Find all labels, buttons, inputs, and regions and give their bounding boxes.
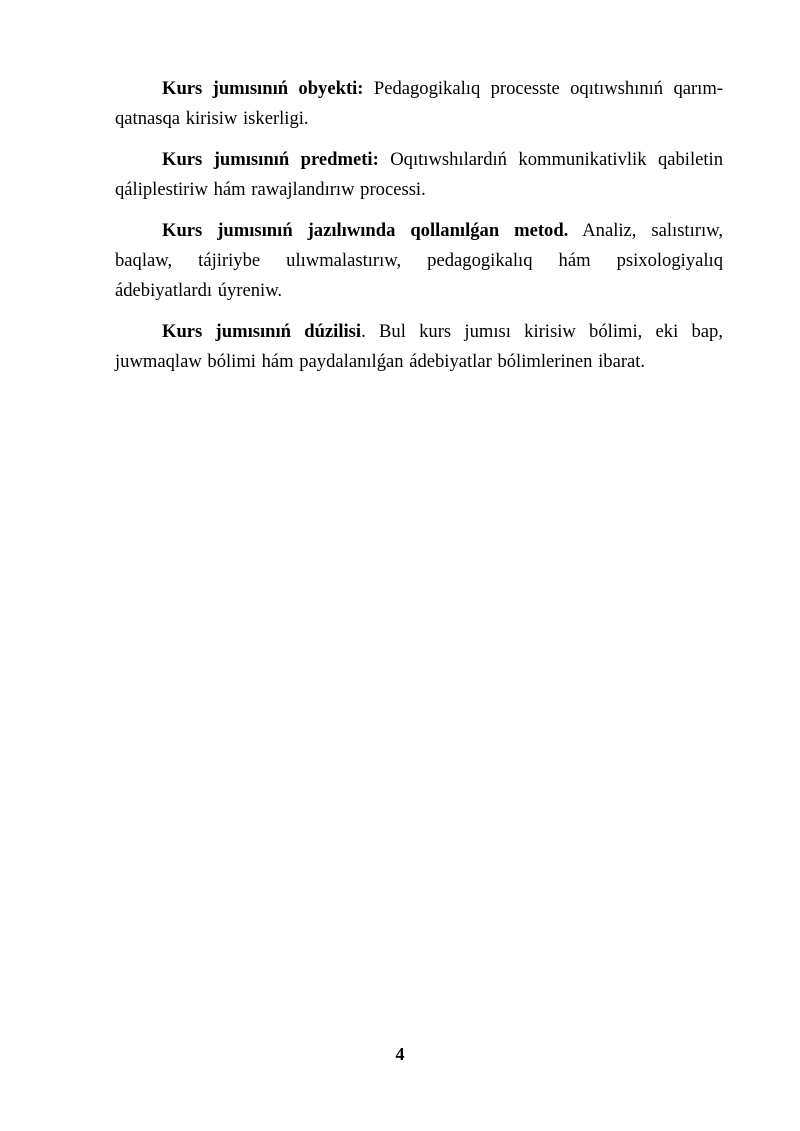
page-body	[115, 74, 723, 388]
paragraph-text: Oqıtıwshılardıń kommunikativlik qabiletin qáliplestiriw hám rawajlandırıw processi.	[115, 149, 724, 200]
paragraph-object	[115, 74, 723, 134]
paragraph-structure	[115, 317, 723, 377]
paragraph-heading: Kurs jumısınıń dúzilisi	[162, 321, 362, 342]
paragraph-method	[115, 216, 723, 306]
paragraph-subject	[115, 145, 723, 205]
paragraph-text: Pedagogikalıq processte oqıtıwshınıń qarım-qatnasqa kirisiw iskerligi.	[115, 78, 724, 129]
paragraph-heading: Kurs jumısınıń predmeti:	[162, 149, 379, 170]
paragraph-text: . Bul kurs jumısı kirisiw bólimi, eki bap, juwmaqlaw bólimi hám paydalanılǵan ádebiyatlar bólimlerinen ibarat.	[115, 321, 723, 372]
page-number: 4	[395, 1044, 405, 1064]
paragraph-text: Analiz, salıstırıw, baqlaw, tájiriybe ulıwmalastırıw, pedagogikalıq hám psixologiyalıq ádebiyatlardı úyreniw.	[115, 220, 723, 301]
paragraph-heading: Kurs jumısınıń jazılıwında qollanılǵan metod.	[162, 220, 569, 241]
paragraph-heading: Kurs jumısınıń obyekti:	[162, 78, 364, 99]
